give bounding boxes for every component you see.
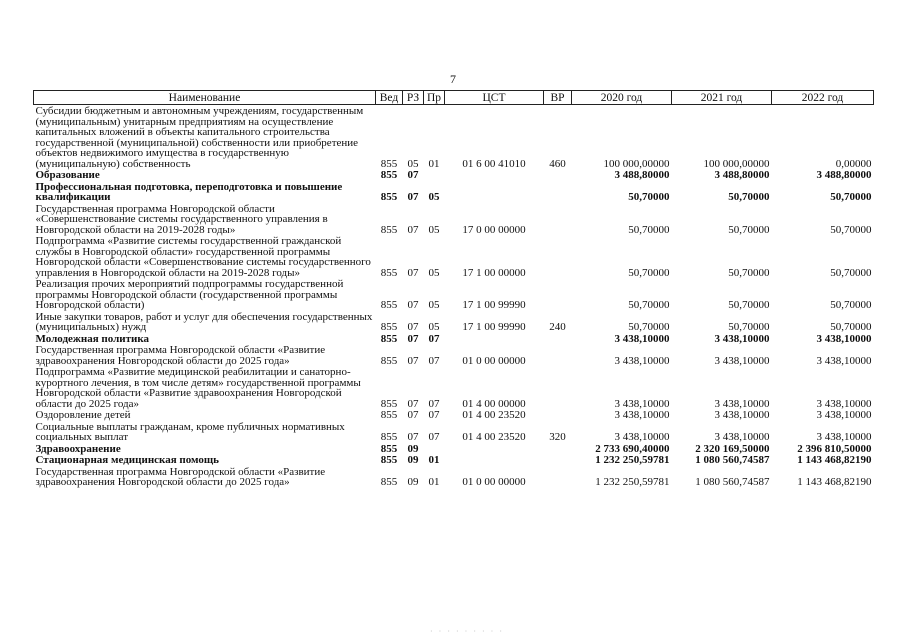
table-row bbox=[34, 311, 874, 333]
cell-cst: 17 1 00 99990 bbox=[462, 299, 526, 311]
cell-y2020: 3 438,10000 bbox=[614, 332, 670, 345]
cell-name: Реализация прочих мероприятий подпрограммы государственной программы Новгородской области (государственной программы Новгородской области) bbox=[35, 278, 344, 311]
cell-name: Государственная программа Новгородской области «Развитие здравоохранения Новгородской области до 2025 года» bbox=[35, 344, 326, 367]
cell-name: Социальные выплаты гражданам, кроме публичных нормативных социальных выплат bbox=[35, 420, 345, 443]
cell-y2022: 2 396 810,50000 bbox=[797, 442, 872, 455]
cell-vr bbox=[544, 366, 572, 409]
header-vr: ВР bbox=[544, 91, 572, 105]
budget-table bbox=[33, 90, 874, 488]
cell-vr bbox=[544, 409, 572, 421]
cell-ved: 855 bbox=[380, 223, 398, 236]
cell-rz: 05 bbox=[407, 157, 419, 170]
cell-rz: 07 bbox=[407, 431, 419, 443]
cell-pr: 07 bbox=[428, 354, 440, 367]
cell-name: Оздоровление детей bbox=[35, 409, 131, 421]
cell-rz: 07 bbox=[407, 409, 419, 421]
table-row bbox=[34, 181, 874, 203]
cell-rz: 07 bbox=[407, 332, 419, 345]
cell-vr bbox=[544, 181, 572, 203]
cell-vr bbox=[544, 169, 572, 181]
table-row bbox=[34, 278, 874, 311]
cell-vr: 240 bbox=[549, 321, 566, 333]
cell-y2020: 3 438,10000 bbox=[614, 409, 670, 421]
cell-pr: 07 bbox=[428, 431, 440, 443]
cell-y2021: 1 080 560,74587 bbox=[695, 454, 770, 466]
cell-y2020: 3 438,10000 bbox=[614, 397, 670, 410]
table-row bbox=[34, 454, 874, 466]
cell-rz: 09 bbox=[407, 454, 419, 466]
cell-vr bbox=[544, 235, 572, 278]
cell-ved: 855 bbox=[380, 332, 398, 345]
table-row bbox=[34, 169, 874, 181]
cell-y2022: 1 143 468,82190 bbox=[797, 454, 872, 466]
cell-cst: 01 0 00 00000 bbox=[462, 476, 526, 488]
cell-name: Иные закупки товаров, работ и услуг для обеспечения государственных (муниципальных) нужд bbox=[35, 310, 373, 333]
cell-cst: 01 0 00 00000 bbox=[462, 354, 526, 367]
cell-y2020: 3 438,10000 bbox=[614, 431, 670, 443]
cell-pr bbox=[424, 169, 445, 181]
cell-pr: 07 bbox=[428, 332, 440, 345]
table-row bbox=[34, 203, 874, 236]
header-name: Наименование bbox=[34, 91, 376, 105]
cell-pr: 01 bbox=[428, 476, 440, 488]
cell-y2021: 3 488,80000 bbox=[714, 169, 770, 181]
cell-ved: 855 bbox=[380, 476, 398, 488]
cell-cst bbox=[445, 169, 544, 181]
cell-y2022: 3 438,10000 bbox=[816, 409, 872, 421]
header-cst: ЦСТ bbox=[445, 91, 544, 105]
cell-y2022: 3 438,10000 bbox=[816, 332, 872, 345]
cell-rz: 09 bbox=[407, 476, 419, 488]
cell-vr bbox=[544, 203, 572, 236]
cell-vr: 460 bbox=[549, 157, 566, 170]
header-2020: 2020 год bbox=[572, 91, 672, 105]
cell-name: Подпрограмма «Развитие системы государственной гражданской службы в Новгородской области» государственной программы Новгородской области «Совершенствование системы государственного управления в Новгородской области на 2019-2028 годы» bbox=[35, 235, 371, 279]
table-row bbox=[34, 466, 874, 488]
cell-y2020: 50,70000 bbox=[628, 191, 670, 203]
cell-y2020: 1 232 250,59781 bbox=[595, 476, 670, 488]
cell-cst: 01 4 00 23520 bbox=[462, 409, 526, 421]
cell-y2021: 3 438,10000 bbox=[714, 354, 770, 367]
cell-cst bbox=[445, 443, 544, 455]
table-row bbox=[34, 235, 874, 278]
cell-y2022: 3 438,10000 bbox=[816, 397, 872, 410]
cell-pr: 01 bbox=[428, 157, 440, 170]
cell-vr bbox=[544, 333, 572, 345]
cell-y2020: 3 488,80000 bbox=[614, 169, 670, 181]
cell-y2022: 50,70000 bbox=[830, 266, 872, 279]
cell-cst bbox=[445, 454, 544, 466]
cell-cst: 17 1 00 00000 bbox=[462, 266, 526, 279]
cell-y2022: 50,70000 bbox=[830, 191, 872, 203]
cell-vr bbox=[544, 278, 572, 311]
cell-rz: 07 bbox=[407, 169, 419, 181]
header-2022: 2022 год bbox=[772, 91, 874, 105]
cell-rz: 07 bbox=[407, 354, 419, 367]
scan-artifact: · · · · · · · · · bbox=[430, 627, 504, 636]
cell-y2021: 3 438,10000 bbox=[714, 397, 770, 410]
cell-y2022: 0,00000 bbox=[835, 157, 872, 170]
cell-vr bbox=[544, 344, 572, 366]
cell-cst: 01 4 00 23520 bbox=[462, 431, 526, 443]
cell-ved: 855 bbox=[380, 354, 398, 367]
cell-pr: 05 bbox=[428, 191, 440, 203]
cell-y2022: 1 143 468,82190 bbox=[797, 476, 872, 488]
cell-y2021: 1 080 560,74587 bbox=[695, 476, 770, 488]
cell-cst: 01 6 00 41010 bbox=[462, 157, 526, 170]
table-row bbox=[34, 344, 874, 366]
cell-y2022: 3 438,10000 bbox=[816, 354, 872, 367]
cell-y2020: 50,70000 bbox=[628, 266, 670, 279]
cell-pr: 07 bbox=[428, 409, 440, 421]
cell-ved: 855 bbox=[380, 266, 398, 279]
cell-y2020: 1 232 250,59781 bbox=[595, 454, 670, 466]
cell-ved: 855 bbox=[380, 191, 398, 203]
table-row bbox=[34, 409, 874, 421]
cell-cst bbox=[445, 181, 544, 203]
cell-ved: 855 bbox=[380, 397, 398, 410]
cell-ved: 855 bbox=[380, 321, 398, 333]
cell-name: Подпрограмма «Развитие медицинской реабилитации и санаторно-курортного лечения, в том числе детям» государственной программы Новгородской области «Развитие здравоохранения Новгородской области до 2025 года» bbox=[35, 366, 361, 410]
cell-pr: 01 bbox=[428, 454, 440, 466]
cell-pr bbox=[424, 443, 445, 455]
cell-ved: 855 bbox=[380, 169, 398, 181]
cell-y2021: 50,70000 bbox=[728, 299, 770, 311]
cell-vr: 320 bbox=[549, 431, 566, 443]
cell-name: Государственная программа Новгородской области «Совершенствование системы государственного управления в Новгородской области на 2019-2028 годы» bbox=[35, 202, 328, 236]
cell-cst: 17 0 00 00000 bbox=[462, 223, 526, 236]
cell-cst bbox=[445, 333, 544, 345]
cell-y2022: 50,70000 bbox=[830, 321, 872, 333]
cell-y2021: 50,70000 bbox=[728, 223, 770, 236]
cell-name: Здравоохранение bbox=[35, 442, 121, 455]
table-row bbox=[34, 333, 874, 345]
cell-name: Государственная программа Новгородской области «Развитие здравоохранения Новгородской области до 2025 года» bbox=[35, 465, 326, 488]
cell-y2022: 50,70000 bbox=[830, 299, 872, 311]
header-pr: Пр bbox=[424, 91, 445, 105]
cell-y2021: 100 000,00000 bbox=[703, 157, 770, 170]
cell-cst: 17 1 00 99990 bbox=[462, 321, 526, 333]
table-row bbox=[34, 421, 874, 443]
cell-y2021: 50,70000 bbox=[728, 266, 770, 279]
cell-y2021: 50,70000 bbox=[728, 321, 770, 333]
cell-ved: 855 bbox=[380, 442, 398, 455]
cell-ved: 855 bbox=[380, 299, 398, 311]
page-number: 7 bbox=[450, 72, 456, 86]
header-ved: Вед bbox=[376, 91, 403, 105]
table-header-row bbox=[34, 91, 874, 105]
cell-y2020: 100 000,00000 bbox=[603, 157, 670, 170]
cell-name: Стационарная медицинская помощь bbox=[35, 454, 219, 466]
cell-pr: 05 bbox=[428, 223, 440, 236]
cell-y2021: 3 438,10000 bbox=[714, 332, 770, 345]
cell-rz: 09 bbox=[407, 442, 419, 455]
cell-name: Молодежная политика bbox=[35, 332, 150, 345]
cell-rz: 07 bbox=[407, 223, 419, 236]
cell-rz: 07 bbox=[407, 299, 419, 311]
cell-y2020: 3 438,10000 bbox=[614, 354, 670, 367]
cell-rz: 07 bbox=[407, 321, 419, 333]
cell-pr: 07 bbox=[428, 397, 440, 410]
cell-ved: 855 bbox=[380, 157, 398, 170]
cell-vr bbox=[544, 454, 572, 466]
cell-name: Образование bbox=[35, 169, 100, 181]
cell-y2021: 50,70000 bbox=[728, 191, 770, 203]
cell-y2020: 2 733 690,40000 bbox=[595, 442, 670, 455]
cell-y2021: 2 320 169,50000 bbox=[695, 442, 770, 455]
cell-y2022: 50,70000 bbox=[830, 223, 872, 236]
cell-y2021: 3 438,10000 bbox=[714, 431, 770, 443]
cell-rz: 07 bbox=[407, 191, 419, 203]
cell-y2022: 3 488,80000 bbox=[816, 169, 872, 181]
cell-cst: 01 4 00 00000 bbox=[462, 397, 526, 410]
cell-pr: 05 bbox=[428, 266, 440, 279]
header-rz: РЗ bbox=[403, 91, 424, 105]
cell-y2020: 50,70000 bbox=[628, 299, 670, 311]
cell-y2022: 3 438,10000 bbox=[816, 431, 872, 443]
table-row bbox=[34, 443, 874, 455]
cell-ved: 855 bbox=[380, 409, 398, 421]
cell-name: Субсидии бюджетным и автономным учреждениям, государственным (муниципальным) унитарным предприятиям на осуществление капитальных вложений в объекты капитального строительства государственной (муниципальной) собственности или приобретение объектов недвижимого имущества в государственную (муниципальную) собственность bbox=[35, 105, 364, 170]
table-row bbox=[34, 366, 874, 409]
cell-vr bbox=[544, 443, 572, 455]
cell-rz: 07 bbox=[407, 266, 419, 279]
cell-pr: 05 bbox=[428, 299, 440, 311]
cell-y2020: 50,70000 bbox=[628, 223, 670, 236]
cell-vr bbox=[544, 466, 572, 488]
cell-rz: 07 bbox=[407, 397, 419, 410]
cell-pr: 05 bbox=[428, 321, 440, 333]
cell-y2021: 3 438,10000 bbox=[714, 409, 770, 421]
table-body bbox=[34, 105, 874, 488]
cell-ved: 855 bbox=[380, 431, 398, 443]
cell-name: Профессиональная подготовка, переподготовка и повышение квалификации bbox=[35, 180, 343, 203]
cell-y2020: 50,70000 bbox=[628, 321, 670, 333]
cell-ved: 855 bbox=[380, 454, 398, 466]
header-2021: 2021 год bbox=[672, 91, 772, 105]
table-row bbox=[34, 105, 874, 170]
